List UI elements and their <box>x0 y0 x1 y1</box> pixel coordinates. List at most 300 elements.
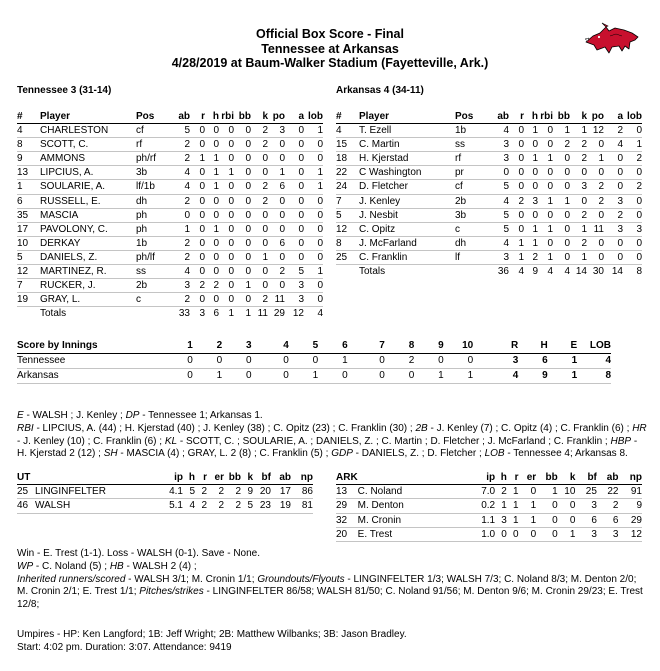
table-row <box>336 138 642 152</box>
totals-cell: 9 <box>524 265 538 279</box>
table-cell: 0 <box>304 293 323 307</box>
table-cell: 2 <box>170 236 190 250</box>
table-cell: 0 <box>538 180 553 194</box>
note-text: - Tennessee 1; Arkansas 1. <box>139 410 263 421</box>
table-cell: 0 <box>524 180 538 194</box>
table-cell: MARTINEZ, R. <box>40 265 136 279</box>
note-text: - LINGINFELTER 1/3; WALSH 7/3; C. Noland 8/3; M. Denton 2/0; M. Cronin 2/1; E. Trest 1/1; <box>17 573 637 598</box>
table-cell: 4 <box>183 499 195 513</box>
table-row <box>17 180 323 194</box>
table-cell: 0 <box>285 194 304 208</box>
table-cell: 0 <box>570 166 587 180</box>
note-label: 2B <box>415 422 428 434</box>
table-cell: 0 <box>623 166 642 180</box>
totals-label: Totals <box>359 265 455 279</box>
table-cell: 2 <box>495 485 507 499</box>
table-cell: 0 <box>205 236 219 250</box>
note-text: - Tennessee 4; Arkansas 8. <box>504 448 628 460</box>
table-cell: 0 <box>285 236 304 250</box>
column-header: # <box>17 110 40 124</box>
table-cell: 1 <box>570 222 587 236</box>
table-cell: c <box>136 293 170 307</box>
column-header: h <box>205 110 219 124</box>
column-header: r <box>507 471 519 485</box>
table-cell: dh <box>455 236 489 250</box>
note-text: - SCOTT, C. ; SOULARIE, A. ; DANIELS, Z. ; C. Martin ; D. Fletcher ; J. McFarland ; C. Franklin ; <box>177 435 611 447</box>
table-cell: 12 <box>17 265 40 279</box>
inning-score: 0 <box>444 354 474 369</box>
table-cell: 1 <box>304 180 323 194</box>
note-label: E <box>17 410 24 421</box>
table-cell: 12 <box>336 222 359 236</box>
column-header: ab <box>489 110 509 124</box>
table-cell: 1 <box>304 124 323 138</box>
table-cell: 0 <box>524 166 538 180</box>
inning-header: 3 <box>222 339 251 354</box>
note-text: Win - E. Trest (1-1). Loss - WALSH (0-1). Save - None. <box>17 548 261 559</box>
note-label: SH <box>103 448 118 460</box>
table-cell: 0 <box>507 527 519 541</box>
table-cell: 1 <box>219 166 234 180</box>
note-paragraph <box>17 423 647 461</box>
table-cell: 2 <box>205 279 219 293</box>
inning-score: 1 <box>289 369 318 384</box>
table-cell: J. McFarland <box>359 236 455 250</box>
table-cell: 2 <box>251 194 268 208</box>
column-header: er <box>207 471 224 485</box>
table-cell: C. Opitz <box>359 222 455 236</box>
table-cell: 5 <box>183 485 195 499</box>
table-cell: dh <box>136 194 170 208</box>
table-cell: 1 <box>553 124 570 138</box>
table-cell: 1 <box>519 513 537 527</box>
inning-score: 1 <box>193 369 222 384</box>
totals-cell: 3 <box>190 307 205 321</box>
table-cell: 0 <box>285 124 304 138</box>
inning-score: 0 <box>252 369 289 384</box>
table-cell: 0 <box>489 166 509 180</box>
table-cell: 0 <box>604 236 623 250</box>
table-row <box>17 152 323 166</box>
table-cell: 3 <box>285 279 304 293</box>
column-header: k <box>241 471 253 485</box>
table-cell: 2 <box>570 208 587 222</box>
table-cell: 1 <box>538 152 553 166</box>
table-cell: 11 <box>268 293 285 307</box>
table-cell: 0 <box>285 152 304 166</box>
table-cell: 0 <box>234 222 251 236</box>
column-header: k <box>251 110 268 124</box>
note-label: HBP <box>610 435 632 447</box>
inning-header: LOB <box>577 339 611 354</box>
table-cell: 2 <box>623 152 642 166</box>
table-cell: 3 <box>604 222 623 236</box>
table-cell: 9 <box>241 485 253 499</box>
table-cell: 0 <box>251 208 268 222</box>
column-header: r <box>190 110 205 124</box>
column-header: np <box>618 471 642 485</box>
table-cell: 0 <box>285 180 304 194</box>
table-cell: 4 <box>17 124 40 138</box>
table-cell: 22 <box>597 485 619 499</box>
totals-cell: 1 <box>219 307 234 321</box>
table-cell: C. Noland <box>358 485 477 499</box>
table-row <box>336 208 642 222</box>
table-cell: 0 <box>268 138 285 152</box>
inning-header: 9 <box>414 339 443 354</box>
table-row <box>17 265 323 279</box>
table-cell: 1 <box>587 152 604 166</box>
table-cell: 4 <box>489 194 509 208</box>
rhe-total: 4 <box>473 369 518 384</box>
table-row <box>17 208 323 222</box>
pitcher-row <box>336 527 642 541</box>
table-cell: 2 <box>170 138 190 152</box>
pitching-team-title: ARK <box>336 472 358 483</box>
pitcher-row <box>17 499 313 513</box>
inning-score: 0 <box>414 354 443 369</box>
table-cell: 5 <box>489 208 509 222</box>
table-cell: 0 <box>219 124 234 138</box>
table-cell: 2 <box>207 499 224 513</box>
table-cell: 0 <box>190 166 205 180</box>
table-cell: 10 <box>17 236 40 250</box>
table-row <box>336 124 642 138</box>
table-cell: 1 <box>623 138 642 152</box>
table-cell: lf/1b <box>136 180 170 194</box>
table-cell: 2 <box>170 250 190 264</box>
table-cell: 91 <box>618 485 642 499</box>
table-cell: 25 <box>575 485 597 499</box>
table-cell: 0 <box>519 527 537 541</box>
inning-score: 0 <box>252 354 289 369</box>
inning-score: 0 <box>318 369 347 384</box>
table-cell: 1 <box>170 222 190 236</box>
note-text: - WALSH 3/1; M. Cronin 1/1; <box>125 573 258 585</box>
table-cell: 2 <box>604 208 623 222</box>
column-header <box>358 471 477 485</box>
table-cell: 1 <box>507 513 519 527</box>
totals-cell: 14 <box>604 265 623 279</box>
table-cell: 1 <box>268 166 285 180</box>
table-cell: 0 <box>190 124 205 138</box>
inning-header: 5 <box>289 339 318 354</box>
table-cell: 24 <box>336 180 359 194</box>
table-cell: 3 <box>268 124 285 138</box>
note-text: - DANIELS, Z. ; D. Fletcher ; <box>352 448 485 460</box>
table-cell: 0 <box>285 222 304 236</box>
table-cell: J. Nesbit <box>359 208 455 222</box>
table-cell: 0 <box>219 222 234 236</box>
column-header: r <box>195 471 207 485</box>
pitcher-row <box>336 485 642 499</box>
table-row <box>17 236 323 250</box>
table-cell: 81 <box>291 499 313 513</box>
table-cell: 3 <box>575 499 597 513</box>
totals-cell: 8 <box>623 265 642 279</box>
table-cell: 46 <box>17 499 35 513</box>
matchup-title: Tennessee at Arkansas <box>261 41 399 56</box>
table-cell: 2 <box>170 152 190 166</box>
table-cell: 13 <box>17 166 40 180</box>
note-label: HB <box>109 560 124 572</box>
note-paragraph <box>17 410 647 423</box>
table-row <box>336 152 642 166</box>
table-row <box>336 180 642 194</box>
rhe-total: 3 <box>473 354 518 369</box>
table-cell: 2 <box>224 485 241 499</box>
table-cell: 0 <box>190 293 205 307</box>
table-cell: 2 <box>570 236 587 250</box>
table-cell: 0 <box>219 152 234 166</box>
table-cell: 8 <box>17 138 40 152</box>
table-cell: 0 <box>219 194 234 208</box>
table-cell: 5 <box>170 124 190 138</box>
game-notes <box>17 410 647 461</box>
table-cell: 5 <box>285 265 304 279</box>
table-cell: 0 <box>553 222 570 236</box>
table-cell: 0 <box>170 208 190 222</box>
pitching-team-title: UT <box>17 471 35 485</box>
inning-header: E <box>548 339 577 354</box>
table-cell: 2 <box>195 485 207 499</box>
note-paragraph <box>17 574 647 612</box>
column-header: ab <box>271 471 291 485</box>
table-cell: 0 <box>205 194 219 208</box>
table-cell: 0 <box>538 236 553 250</box>
table-cell: 1 <box>495 499 507 513</box>
table-cell: 0 <box>536 513 558 527</box>
inning-header: 4 <box>252 339 289 354</box>
table-cell: cf <box>136 124 170 138</box>
table-cell: 29 <box>336 499 358 513</box>
table-cell: 1b <box>136 236 170 250</box>
note-text: - WALSH ; J. Kenley ; <box>23 410 126 421</box>
table-cell: 0 <box>495 527 507 541</box>
table-cell: 0 <box>623 250 642 264</box>
table-cell: 4 <box>604 138 623 152</box>
note-label: Inherited runners/scored <box>17 573 126 585</box>
table-cell: 0 <box>268 208 285 222</box>
table-cell: 19 <box>271 499 291 513</box>
inning-score: 0 <box>193 354 222 369</box>
rhe-total: 6 <box>518 354 547 369</box>
table-cell: 0 <box>553 236 570 250</box>
inning-score: 1 <box>444 369 474 384</box>
table-cell: ph/rf <box>136 152 170 166</box>
table-cell: 1b <box>455 124 489 138</box>
inning-score: 0 <box>385 369 414 384</box>
column-header: er <box>519 471 537 485</box>
table-cell: 9 <box>618 499 642 513</box>
table-cell: MASCIA <box>40 208 136 222</box>
table-cell: 6 <box>268 236 285 250</box>
column-header-row <box>17 110 323 124</box>
table-cell: CHARLESTON <box>40 124 136 138</box>
table-cell: 0 <box>304 138 323 152</box>
table-cell: 0 <box>234 208 251 222</box>
table-cell: 3 <box>489 250 509 264</box>
table-cell: 0 <box>304 208 323 222</box>
totals-cell: 30 <box>587 265 604 279</box>
table-cell: 0 <box>268 222 285 236</box>
table-cell: rf <box>136 138 170 152</box>
game-info-line: Start: 4:02 pm. Duration: 3:07. Attendance: 9419 <box>17 641 232 653</box>
totals-cell: 36 <box>489 265 509 279</box>
table-cell: 12 <box>587 124 604 138</box>
note-text: - MASCIA (4) ; GRAY, L. 2 (8) ; C. Franklin (5) ; <box>117 448 332 460</box>
table-cell: 1 <box>536 485 558 499</box>
table-cell: 0 <box>604 166 623 180</box>
table-cell: T. Ezell <box>359 124 455 138</box>
note-label: LOB <box>484 448 505 460</box>
inning-header: H <box>518 339 547 354</box>
table-cell: 32 <box>336 513 358 527</box>
table-cell: 0 <box>538 208 553 222</box>
table-cell: 3 <box>604 194 623 208</box>
table-cell: 1 <box>234 279 251 293</box>
column-header: a <box>604 110 623 124</box>
table-cell: 0 <box>604 250 623 264</box>
table-cell <box>136 307 170 321</box>
table-cell: 0 <box>538 166 553 180</box>
column-header: Pos <box>136 110 170 124</box>
table-cell: 0 <box>205 293 219 307</box>
table-cell: 0 <box>268 152 285 166</box>
table-cell: 12 <box>618 527 642 541</box>
table-cell: 1 <box>524 152 538 166</box>
column-header: k <box>558 471 576 485</box>
table-cell: D. Fletcher <box>359 180 455 194</box>
table-cell: 2 <box>170 293 190 307</box>
table-cell: 2 <box>524 250 538 264</box>
table-cell: AMMONS <box>40 152 136 166</box>
table-cell: 2 <box>570 152 587 166</box>
inning-score: 0 <box>348 369 385 384</box>
table-cell: 1 <box>205 152 219 166</box>
innings-header-row <box>17 339 611 354</box>
table-cell: 4 <box>170 265 190 279</box>
table-cell: 3 <box>489 152 509 166</box>
table-cell: 0 <box>285 166 304 180</box>
inning-header: 8 <box>385 339 414 354</box>
note-label: WP <box>17 560 34 572</box>
table-cell: 2 <box>207 485 224 499</box>
table-cell: 18 <box>336 152 359 166</box>
table-cell: 1 <box>205 180 219 194</box>
column-header: bb <box>234 110 251 124</box>
table-row <box>17 166 323 180</box>
column-header: ab <box>170 110 190 124</box>
table-cell: 2 <box>597 499 619 513</box>
table-cell: 0 <box>623 124 642 138</box>
table-cell: 0 <box>553 208 570 222</box>
table-cell: 0 <box>509 208 524 222</box>
note-text: - J. Kenley (7) ; C. Opitz (4) ; C. Franklin (6) ; <box>427 422 633 434</box>
pitching-notes <box>17 548 647 612</box>
table-cell: ss <box>455 138 489 152</box>
pitcher-row <box>336 499 642 513</box>
table-cell: 17 <box>271 485 291 499</box>
table-cell <box>17 307 40 321</box>
table-cell: 6 <box>17 194 40 208</box>
table-cell: lf <box>455 250 489 264</box>
table-cell: SCOTT, C. <box>40 138 136 152</box>
table-cell: 0 <box>553 166 570 180</box>
table-row <box>336 250 642 264</box>
table-cell: 1 <box>558 527 576 541</box>
table-cell: 0 <box>219 138 234 152</box>
note-label: Groundouts/Flyouts <box>257 573 345 585</box>
table-cell: 3 <box>597 527 619 541</box>
rhe-total: 8 <box>577 369 611 384</box>
table-cell: 0 <box>190 222 205 236</box>
table-cell: 2 <box>268 265 285 279</box>
table-cell: 5 <box>489 180 509 194</box>
column-header: bf <box>575 471 597 485</box>
table-cell: 0 <box>219 265 234 279</box>
table-cell: 0 <box>234 124 251 138</box>
column-header: bb <box>224 471 241 485</box>
inning-header: 2 <box>193 339 222 354</box>
table-cell: 2 <box>587 180 604 194</box>
table-cell: 35 <box>17 208 40 222</box>
totals-cell: 1 <box>234 307 251 321</box>
table-cell: 0 <box>304 222 323 236</box>
table-cell: cf <box>455 180 489 194</box>
column-header: Player <box>40 110 136 124</box>
table-cell: 15 <box>336 138 359 152</box>
table-cell: 0 <box>190 194 205 208</box>
table-cell: 2 <box>251 124 268 138</box>
table-cell <box>455 265 489 279</box>
totals-cell: 6 <box>205 307 219 321</box>
table-cell: 2 <box>195 499 207 513</box>
column-header: ip <box>159 471 183 485</box>
table-cell: 1 <box>509 236 524 250</box>
table-cell: 1 <box>524 222 538 236</box>
table-cell: 7.0 <box>476 485 495 499</box>
table-cell: 86 <box>291 485 313 499</box>
table-cell: pr <box>455 166 489 180</box>
umpires-line: Umpires - HP: Ken Langford; 1B: Jeff Wright; 2B: Matthew Wilbanks; 3B: Jason Bradley. <box>17 629 407 640</box>
table-cell: 25 <box>17 485 35 499</box>
table-cell: 1 <box>507 499 519 513</box>
table-cell: 0 <box>509 222 524 236</box>
table-cell: 0 <box>251 152 268 166</box>
table-cell: 0 <box>205 208 219 222</box>
rhe-total: 9 <box>518 369 547 384</box>
table-cell: 1 <box>570 250 587 264</box>
table-cell: 3 <box>623 222 642 236</box>
table-cell: 5 <box>336 208 359 222</box>
table-cell: 0 <box>538 138 553 152</box>
table-cell: 0 <box>536 499 558 513</box>
table-row <box>17 222 323 236</box>
table-cell: 0 <box>623 236 642 250</box>
innings-row <box>17 354 611 369</box>
table-cell: LIPCIUS, A. <box>40 166 136 180</box>
razorback-hog-icon <box>584 20 640 56</box>
note-paragraph <box>17 548 647 561</box>
table-cell: 0 <box>219 208 234 222</box>
table-cell: E. Trest <box>358 527 477 541</box>
table-cell: M. Cronin <box>358 513 477 527</box>
table-row <box>17 293 323 307</box>
note-text: - J. Kenley (10) ; C. Franklin (6) ; <box>17 435 165 447</box>
table-cell: 0 <box>570 194 587 208</box>
totals-cell: 4 <box>553 265 570 279</box>
